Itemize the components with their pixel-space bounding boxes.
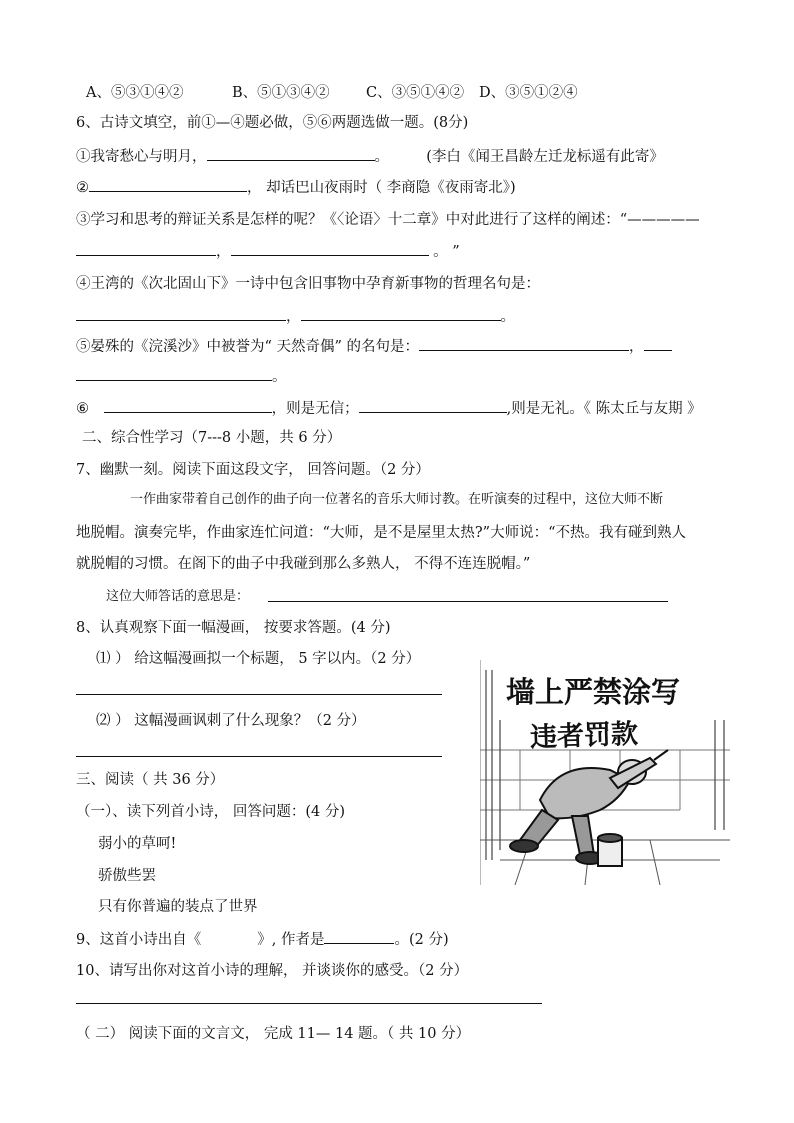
poem-line-1: 弱小的草呵! [98, 836, 177, 852]
q5-option-a: A、⑤③①④② [86, 85, 184, 101]
q6-item4-line1: ④王湾的《次北固山下》一诗中包含旧事物中孕育新事物的哲理名句是： [76, 276, 540, 292]
q6-item3-mid: ， [216, 244, 231, 260]
q6-item6-blank2[interactable] [359, 398, 507, 413]
q6-item4-blank1[interactable] [76, 306, 286, 321]
q6-item3-end: 。 ” [433, 244, 460, 260]
q6-item4-blank2[interactable] [301, 306, 501, 321]
q6-item5-blank2a[interactable] [644, 336, 672, 351]
q6-item6-blank1[interactable] [104, 398, 272, 413]
q5-option-c: C、③⑤①④② [366, 85, 465, 101]
q9-blank-author[interactable] [324, 929, 394, 944]
q7-title: 7、幽默一刻。阅读下面这段文字， 回答问题。（2 分） [76, 462, 430, 478]
q7-passage-line1: 一作曲家带着自己创作的曲子向一位著名的音乐大师讨教。在听演奏的过程中，这位大师不断 [130, 492, 664, 507]
q6-item5-blank1[interactable] [419, 336, 629, 351]
q7-answer-label: 这位大师答话的意思是： [106, 589, 250, 604]
q8-sub1-answer-line[interactable] [76, 694, 442, 695]
section2-title: 二、综合性学习（7---8 小题，共 6 分） [82, 430, 342, 446]
q6-item1 [76, 146, 664, 167]
q6-item1-post: 。 [374, 149, 389, 165]
q6-item2 [76, 177, 516, 198]
cartoon-text-2: 违者罚款 [529, 718, 639, 754]
q6-item6 [76, 398, 702, 419]
q6-item6-end: ,则是无礼。《 陈太丘与友期 》 [506, 401, 702, 417]
q7-passage-line2: 地脱帽。演奏完毕，作曲家连忙问道：“大师，是不是屋里太热?”大师说：“不热。我有碰到熟人 [76, 525, 687, 541]
q6-item4-end: 。 [500, 309, 515, 325]
q5-option-b: B、⑤①③④② [232, 85, 330, 101]
q6-item1-pre: ①我寄愁心与明月， [76, 149, 207, 165]
q7-answer-line[interactable] [268, 601, 668, 602]
q10: 10、请写出你对这首小诗的理解， 并谈谈你的感受。（2 分） [76, 963, 469, 979]
poem-line-3: 只有你普遍的装点了世界 [98, 899, 258, 915]
q9-end: 。(2 分) [394, 932, 449, 948]
q6-item2-post: ， 却话巴山夜雨时（ 李商隐《夜雨寄北》) [247, 180, 516, 196]
q8-sub1: ⑴ ） 给这幅漫画拟一个标题， 5 字以内。（2 分） [96, 651, 421, 667]
q6-item4-line2 [76, 306, 515, 327]
q6-item5-line2 [76, 366, 287, 387]
q8-sub2: ⑵ ） 这幅漫画讽刺了什么现象？（2 分） [96, 713, 366, 729]
q6-item5-mid: ， [629, 339, 644, 355]
q6-item6-pre: ⑥ [76, 401, 89, 417]
q6-item3-line1: ③学习和思考的辩证关系是怎样的呢？《〈论语〉十二章》中对此进行了这样的阐述：“————— [76, 212, 700, 228]
q6-item5-text: ⑤晏殊的《浣溪沙》中被誉为“ 天然奇偶” 的名句是： [76, 339, 420, 355]
poem-line-2: 骄傲些罢 [98, 868, 156, 884]
q9-mid: 》, 作者是 [257, 932, 325, 948]
q6-item6-mid: ，则是无信； [271, 401, 359, 417]
q6-item2-blank[interactable] [89, 177, 247, 192]
q6-item3-blank1[interactable] [76, 241, 216, 256]
q7-passage-line3: 就脱帽的习惯。在阁下的曲子中我碰到那么多熟人， 不得不连连脱帽。” [76, 556, 531, 572]
part1-title: （一）、读下列首小诗， 回答问题：(4 分) [76, 804, 346, 820]
part2-title: （ 二） 阅读下面的文言文， 完成 11— 14 题。（ 共 10 分） [76, 1026, 471, 1042]
q6-item1-blank[interactable] [207, 146, 375, 161]
section3-title: 三、阅读（ 共 36 分） [76, 772, 225, 788]
q5-option-d: D、③⑤①②④ [479, 85, 578, 101]
q6-title: 6、古诗文填空，前①—④题必做，⑤⑥两题选做一题。(8分) [76, 115, 469, 131]
q6-item2-pre: ② [76, 180, 89, 196]
q8-title: 8、认真观察下面一幅漫画， 按要求答题。(4 分) [76, 620, 391, 636]
q6-item1-source: (李白《闻王昌龄左迁龙标遥有此寄》 [426, 149, 664, 165]
q6-item3-line2 [76, 241, 460, 262]
q6-item3-blank2[interactable] [231, 241, 429, 256]
q6-item5-end: 。 [272, 369, 287, 385]
q9-pre: 9、这首小诗出自《 [76, 932, 202, 948]
cartoon-text-1: 墙上严禁涂写 [506, 675, 681, 709]
q6-item5-line1 [76, 336, 672, 357]
q6-item5-blank2b[interactable] [76, 366, 272, 381]
q10-answer-line[interactable] [76, 1003, 542, 1004]
q9 [76, 929, 449, 950]
q6-item4-mid: ， [286, 309, 301, 325]
cartoon-illustration [480, 660, 730, 885]
q8-sub2-answer-line[interactable] [76, 756, 442, 757]
